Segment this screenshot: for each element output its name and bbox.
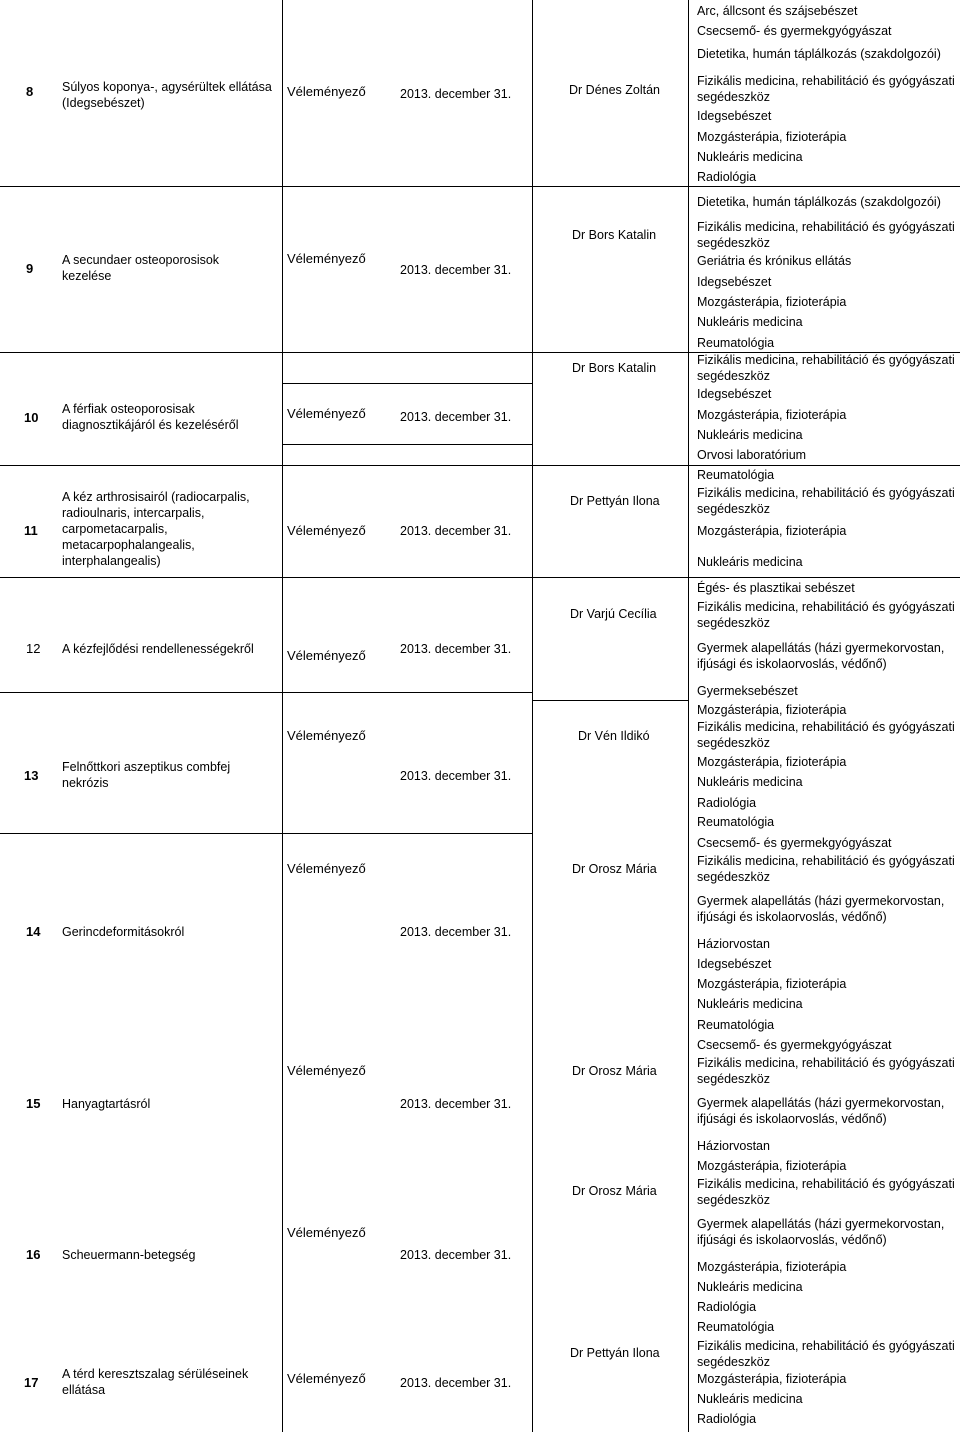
specialty-item: Radiológia: [697, 170, 757, 184]
row-divider: [282, 692, 532, 693]
row-number: 12: [26, 641, 41, 656]
specialty-item: Radiológia: [697, 1412, 757, 1426]
specialty-item: Idegsebészet: [697, 387, 772, 401]
role-label: Véleményező: [287, 648, 366, 663]
specialty-item: Mozgásterápia, fizioterápia: [697, 977, 847, 991]
author-name: Dr Orosz Mária: [572, 862, 657, 876]
guideline-title: Súlyos koponya-, agysérültek ellátása (Idegsebészet): [62, 80, 272, 110]
specialty-item: Arc, állcsont és szájsebészet: [697, 4, 858, 18]
role-label: Véleményező: [287, 84, 366, 99]
row-divider: [0, 692, 282, 693]
specialty-item: Fizikális medicina, rehabilitáció és gyógyászati segédeszköz: [697, 1056, 955, 1086]
column-divider: [532, 0, 533, 1432]
specialty-item: Háziorvostan: [697, 1139, 770, 1153]
specialty-item: Égés- és plasztikai sebészet: [697, 581, 855, 595]
specialty-item: Nukleáris medicina: [697, 428, 803, 442]
specialty-item: Nukleáris medicina: [697, 555, 803, 569]
specialty-item: Háziorvostan: [697, 937, 770, 951]
specialty-item: Gyermek alapellátás (házi gyermekorvostan, ifjúsági és iskolaorvoslás, védőnő): [697, 894, 945, 924]
specialty-item: Reumatológia: [697, 468, 775, 482]
row-number: 14: [26, 924, 41, 939]
specialty-item: Nukleáris medicina: [697, 1392, 803, 1406]
author-name: Dr Pettyán Ilona: [570, 1346, 660, 1360]
author-name: Dr Vén Ildikó: [578, 729, 650, 743]
row-number: 17: [24, 1375, 39, 1390]
specialty-item: Nukleáris medicina: [697, 150, 803, 164]
author-name: Dr Orosz Mária: [572, 1184, 657, 1198]
specialty-item: Fizikális medicina, rehabilitáció és gyógyászati segédeszköz: [697, 600, 955, 630]
role-label: Véleményező: [287, 1225, 366, 1240]
specialty-item: Fizikális medicina, rehabilitáció és gyógyászati segédeszköz: [697, 1177, 955, 1207]
role-label: Véleményező: [287, 861, 366, 876]
row-divider: [282, 383, 532, 384]
specialty-item: Mozgásterápia, fizioterápia: [697, 1159, 847, 1173]
guideline-title: A férfiak osteoporosisak diagnosztikájáról és kezeléséről: [62, 402, 239, 432]
specialty-item: Nukleáris medicina: [697, 997, 803, 1011]
row-number: 9: [26, 261, 34, 276]
specialty-item: Fizikális medicina, rehabilitáció és gyógyászati segédeszköz: [697, 74, 955, 104]
deadline-date: 2013. december 31.: [400, 87, 512, 101]
row-number: 16: [26, 1247, 41, 1262]
guideline-title: A kézfejlődési rendellenességekről: [62, 642, 254, 656]
row-number: 11: [24, 523, 38, 538]
row-divider: [282, 833, 532, 834]
specialty-item: Idegsebészet: [697, 275, 772, 289]
row-number: 15: [26, 1096, 41, 1111]
deadline-date: 2013. december 31.: [400, 263, 512, 277]
guideline-title: A térd keresztszalag sérüléseinek ellátása: [62, 1367, 249, 1397]
specialty-item: Mozgásterápia, fizioterápia: [697, 755, 847, 769]
author-name: Dr Pettyán Ilona: [570, 494, 660, 508]
row-number: 13: [24, 768, 39, 783]
column-divider: [688, 0, 689, 1432]
role-label: Véleményező: [287, 251, 366, 266]
role-label: Véleményező: [287, 523, 366, 538]
role-label: Véleményező: [287, 406, 366, 421]
specialty-item: Gyermek alapellátás (házi gyermekorvostan, ifjúsági és iskolaorvoslás, védőnő): [697, 1217, 945, 1247]
specialty-item: Fizikális medicina, rehabilitáció és gyógyászati segédeszköz: [697, 353, 955, 383]
guideline-title: A secundaer osteoporosisok kezelése: [62, 253, 220, 283]
specialty-item: Orvosi laboratórium: [697, 448, 807, 462]
deadline-date: 2013. december 31.: [400, 925, 512, 939]
specialty-item: Fizikális medicina, rehabilitáció és gyógyászati segédeszköz: [697, 720, 955, 750]
specialty-item: Gyermek alapellátás (házi gyermekorvostan, ifjúsági és iskolaorvoslás, védőnő): [697, 641, 945, 671]
author-name: Dr Varjú Cecília: [570, 607, 657, 621]
specialty-item: Nukleáris medicina: [697, 775, 803, 789]
deadline-date: 2013. december 31.: [400, 1376, 512, 1390]
specialty-item: Mozgásterápia, fizioterápia: [697, 295, 847, 309]
row-number: 8: [26, 84, 34, 99]
specialty-item: Csecsemő- és gyermekgyógyászat: [697, 24, 892, 38]
specialty-item: Idegsebészet: [697, 957, 772, 971]
row-divider: [282, 465, 960, 466]
specialty-item: Geriátria és krónikus ellátás: [697, 254, 852, 268]
specialty-item: Reumatológia: [697, 815, 775, 829]
specialty-item: Nukleáris medicina: [697, 1280, 803, 1294]
specialty-item: Mozgásterápia, fizioterápia: [697, 524, 847, 538]
row-divider: [0, 465, 282, 466]
specialty-item: Radiológia: [697, 796, 757, 810]
guideline-title: A kéz arthrosisairól (radiocarpalis, radioulnaris, intercarpalis, carpometacarpalis, metacarpophalangealis, interphalangealis): [62, 490, 250, 568]
specialty-item: Mozgásterápia, fizioterápia: [697, 130, 847, 144]
deadline-date: 2013. december 31.: [400, 1097, 512, 1111]
specialty-item: Radiológia: [697, 1300, 757, 1314]
specialty-item: Reumatológia: [697, 336, 775, 350]
specialty-item: Mozgásterápia, fizioterápia: [697, 1372, 847, 1386]
guideline-title: Hanyagtartásról: [62, 1097, 151, 1111]
guideline-title: Scheuermann-betegség: [62, 1248, 196, 1262]
deadline-date: 2013. december 31.: [400, 1248, 512, 1262]
role-label: Véleményező: [287, 728, 366, 743]
author-name: Dr Orosz Mária: [572, 1064, 657, 1078]
specialty-item: Csecsemő- és gyermekgyógyászat: [697, 1038, 892, 1052]
column-divider: [282, 0, 283, 1432]
specialty-item: Fizikális medicina, rehabilitáció és gyógyászati segédeszköz: [697, 1339, 955, 1369]
row-number: 10: [24, 410, 39, 425]
guideline-title: Gerincdeformitásokról: [62, 925, 185, 939]
specialty-item: Reumatológia: [697, 1320, 775, 1334]
row-divider: [282, 444, 532, 445]
deadline-date: 2013. december 31.: [400, 410, 512, 424]
row-divider: [282, 186, 960, 187]
specialty-item: Mozgásterápia, fizioterápia: [697, 703, 847, 717]
specialty-item: Dietetika, humán táplálkozás (szakdolgozói): [697, 47, 941, 61]
specialty-item: Csecsemő- és gyermekgyógyászat: [697, 836, 892, 850]
specialty-item: Mozgásterápia, fizioterápia: [697, 408, 847, 422]
row-divider: [282, 577, 960, 578]
row-divider: [0, 186, 282, 187]
role-label: Véleményező: [287, 1371, 366, 1386]
specialty-item: Nukleáris medicina: [697, 315, 803, 329]
row-divider: [0, 352, 282, 353]
specialty-item: Dietetika, humán táplálkozás (szakdolgozói): [697, 195, 941, 209]
specialty-item: Gyermeksebészet: [697, 684, 798, 698]
guideline-title: Felnőttkori aszeptikus combfej nekrózis: [62, 760, 231, 790]
specialty-item: Fizikális medicina, rehabilitáció és gyógyászati segédeszköz: [697, 854, 955, 884]
row-divider: [0, 833, 282, 834]
specialty-item: Fizikális medicina, rehabilitáció és gyógyászati segédeszköz: [697, 220, 955, 250]
author-name: Dr Dénes Zoltán: [569, 83, 661, 97]
deadline-date: 2013. december 31.: [400, 524, 512, 538]
role-label: Véleményező: [287, 1063, 366, 1078]
specialty-item: Mozgásterápia, fizioterápia: [697, 1260, 847, 1274]
row-divider: [532, 700, 688, 701]
specialty-item: Idegsebészet: [697, 109, 772, 123]
specialty-item: Gyermek alapellátás (házi gyermekorvostan, ifjúsági és iskolaorvoslás, védőnő): [697, 1096, 945, 1126]
specialty-item: Fizikális medicina, rehabilitáció és gyógyászati segédeszköz: [697, 486, 955, 516]
author-name: Dr Bors Katalin: [572, 228, 657, 242]
deadline-date: 2013. december 31.: [400, 642, 512, 656]
author-name: Dr Bors Katalin: [572, 361, 657, 375]
row-divider: [0, 577, 282, 578]
deadline-date: 2013. december 31.: [400, 769, 512, 783]
specialty-item: Reumatológia: [697, 1018, 775, 1032]
